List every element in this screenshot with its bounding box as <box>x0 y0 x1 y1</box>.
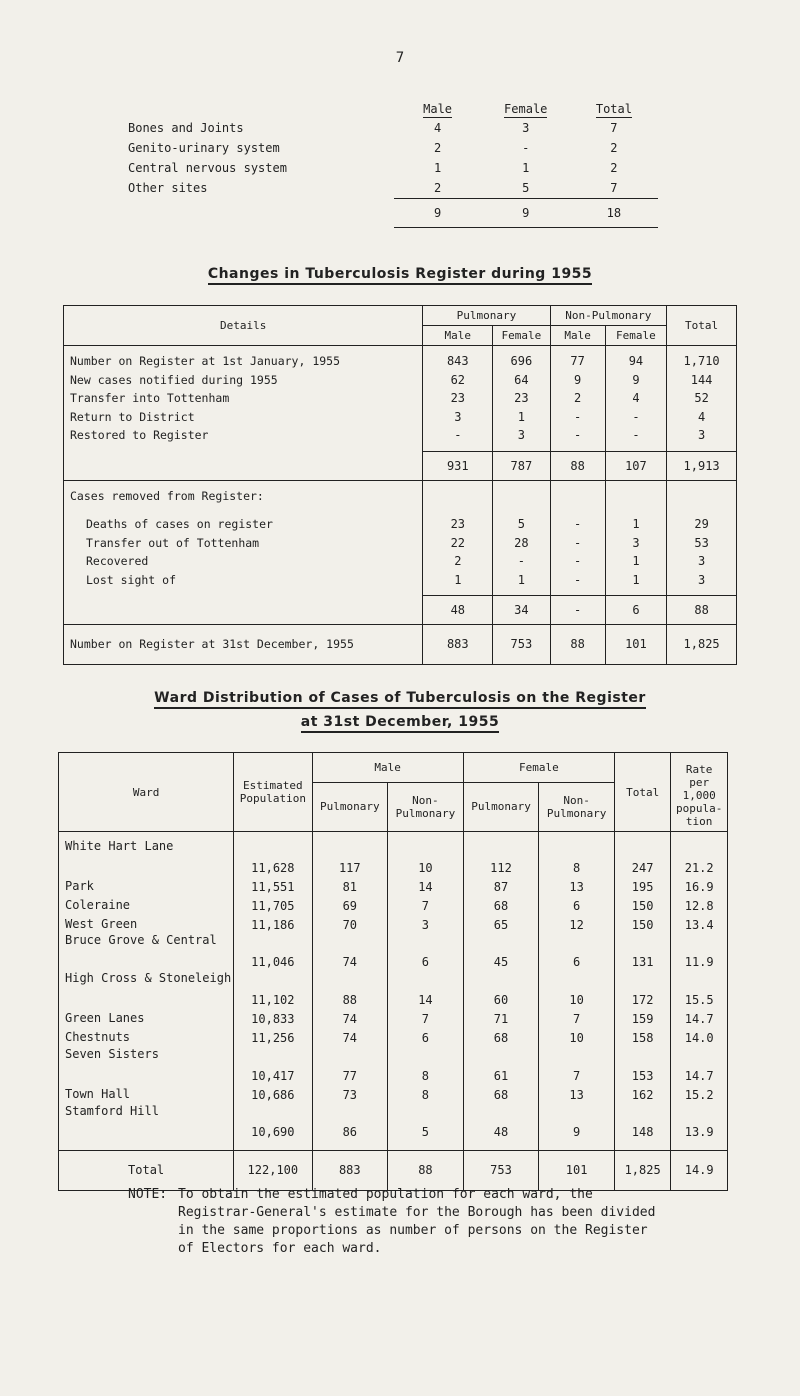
ward-title-line2: at 31st December, 1955 <box>0 714 800 730</box>
ward-value: 112 <box>490 860 512 875</box>
summary-row-male: 2 <box>433 181 442 195</box>
summary-totals-female: 9 <box>482 199 570 228</box>
additions-row <box>64 346 737 452</box>
ward-value: 61 <box>493 1068 509 1083</box>
ward-value: 74 <box>342 955 358 970</box>
ward-totals-row <box>59 1151 728 1191</box>
ward-name: Town Hall <box>65 1086 131 1101</box>
summary-totals-blank <box>128 199 394 228</box>
ward-value: 10 <box>569 993 584 1008</box>
register-value: 3 <box>454 409 462 424</box>
register-value: 23 <box>450 391 466 405</box>
summary-row <box>128 118 658 138</box>
summary-row-female: 5 <box>522 181 530 195</box>
ward-value: 247 <box>631 860 654 875</box>
ward-value: 3 <box>421 917 430 932</box>
summary-row <box>128 178 658 199</box>
removals-pulm-female <box>493 480 550 596</box>
register-value: - <box>454 428 462 442</box>
register-line-label: Recovered <box>86 554 149 568</box>
ward-value: 11,186 <box>251 917 295 932</box>
summary-header-male: Male <box>423 102 453 116</box>
register-value: 28 <box>514 535 529 550</box>
ward-name: Bruce Grove & Central <box>65 933 217 948</box>
register-line-label: Transfer into Tottenham <box>70 391 230 405</box>
ward-value: 14 <box>418 879 433 894</box>
additions-pulm-female <box>493 346 550 452</box>
ward-value: 153 <box>631 1068 654 1083</box>
summary-row-total: 2 <box>610 141 618 155</box>
register-value: - <box>632 428 640 442</box>
ward-totals-label: Total <box>59 1151 234 1191</box>
summary-row-male: 4 <box>433 121 442 135</box>
register-value: - <box>573 535 582 550</box>
ward-value: 195 <box>631 879 654 894</box>
ward-value: 13.9 <box>684 1125 714 1140</box>
summary-header-female: Female <box>504 102 548 116</box>
ward-header-male: Male <box>312 753 463 783</box>
ward-totals-male-non-pulmonary: 88 <box>388 1151 464 1191</box>
page-number: 7 <box>395 50 405 66</box>
ward-totals-total: 1,825 <box>614 1151 670 1191</box>
ward-header-female-non-pulmonary: Non- Pulmonary <box>539 782 615 831</box>
additions-details <box>64 346 423 481</box>
end-value: 101 <box>605 625 666 665</box>
register-title: Changes in Tuberculosis Register during 1955 <box>0 266 800 282</box>
ward-value: 162 <box>631 1087 654 1102</box>
ward-header-female: Female <box>463 753 614 783</box>
end-of-year-label: Number on Register at 31st December, 1955 <box>64 625 423 665</box>
end-value: 88 <box>550 625 605 665</box>
ward-value: 7 <box>573 1012 581 1027</box>
subtotal-value: 787 <box>493 451 550 480</box>
summary-row-label: Genito-urinary system <box>128 141 280 155</box>
summary-row-total: 7 <box>610 121 618 135</box>
removals-total <box>667 480 737 596</box>
subtotal-value: 107 <box>605 451 666 480</box>
ward-name: Green Lanes <box>65 1011 145 1026</box>
ward-name: High Cross & Stoneleigh <box>65 971 232 986</box>
summary-row <box>128 138 658 158</box>
header-non-pulmonary: Non-Pulmonary <box>550 306 667 326</box>
register-value: 1,710 <box>683 354 720 368</box>
ward-header-male-non-pulmonary: Non- Pulmonary <box>388 782 464 831</box>
ward-value: 10,833 <box>251 1012 295 1027</box>
summary-row <box>128 158 658 178</box>
ward-rate-column <box>671 832 728 1151</box>
ward-name: West Green <box>65 916 138 931</box>
summary-row-label: Bones and Joints <box>128 121 244 135</box>
ward-value: 74 <box>342 1012 358 1027</box>
register-line-label: New cases notified during 1955 <box>70 372 278 387</box>
register-value: - <box>573 409 582 424</box>
ward-value: 14.0 <box>684 1030 714 1045</box>
ward-value: 48 <box>493 1125 509 1140</box>
summary-row-total: 2 <box>610 161 618 175</box>
ward-value: 14 <box>418 993 433 1008</box>
summary-totals-row <box>128 199 658 228</box>
register-value: 843 <box>446 354 469 368</box>
ward-value: 68 <box>493 1087 509 1102</box>
register-value: 64 <box>514 372 529 387</box>
ward-value: 60 <box>493 993 509 1008</box>
ward-value: 86 <box>342 1125 358 1140</box>
summary-row-label: Other sites <box>128 181 208 196</box>
ward-name: Park <box>65 878 94 893</box>
ward-female-nonpulmonary-column <box>539 832 615 1151</box>
ward-value: 7 <box>421 898 430 913</box>
ward-value: 10 <box>569 1030 584 1045</box>
summary-row-label: Central nervous system <box>128 161 287 175</box>
register-value: 9 <box>632 372 640 387</box>
ward-value: 159 <box>631 1012 654 1027</box>
subtotal-value: 88 <box>550 451 605 480</box>
ward-header-total: Total <box>614 753 670 832</box>
register-value: 62 <box>450 372 466 387</box>
ward-value: 65 <box>493 917 509 932</box>
register-value: 3 <box>697 554 706 568</box>
ward-value: 8 <box>421 1087 430 1102</box>
register-value: 4 <box>632 391 640 405</box>
register-value: - <box>573 517 582 531</box>
ward-name: White Hart Lane <box>65 839 174 853</box>
ward-value: 15.2 <box>684 1087 714 1102</box>
ward-totals-female-pulmonary: 753 <box>463 1151 539 1191</box>
ward-value: 71 <box>493 1012 509 1027</box>
register-header-row <box>64 306 737 326</box>
summary-row-female: 3 <box>522 121 530 135</box>
removals-nonpulm-female <box>605 480 666 596</box>
subtotal-value: 88 <box>667 596 737 625</box>
ward-table <box>58 752 728 1191</box>
ward-value: 7 <box>421 1012 430 1027</box>
ward-header-row <box>59 753 728 783</box>
subtotal-value: 1,913 <box>667 451 737 480</box>
header-nonpulm-female: Female <box>605 326 666 346</box>
register-line-label: Deaths of cases on register <box>86 517 273 531</box>
ward-value: 70 <box>342 917 358 932</box>
ward-value: 73 <box>342 1087 358 1102</box>
ward-value: 172 <box>631 993 654 1008</box>
ward-value: 16.9 <box>684 879 714 894</box>
ward-value: 13 <box>569 1087 584 1102</box>
ward-value: 77 <box>342 1068 358 1083</box>
removals-heading: Cases removed from Register: <box>70 488 264 503</box>
ward-value: 11,046 <box>251 955 295 970</box>
ward-name: Coleraine <box>65 897 131 912</box>
header-pulmonary: Pulmonary <box>423 306 550 326</box>
end-value: 1,825 <box>667 625 737 665</box>
register-line-label: Number on Register at 1st January, 1955 <box>70 354 341 368</box>
register-value: 4 <box>697 409 706 424</box>
summary-header-row <box>128 100 658 118</box>
ward-value: 10,690 <box>251 1125 295 1140</box>
note-text: To obtain the estimated population for each ward, the Registrar-General's estimate for the Borough has been divided in the same proportions as number of persons on the Register of Electors for each ward. <box>178 1187 656 1256</box>
ward-value: 5 <box>421 1125 430 1140</box>
register-value: 3 <box>697 572 706 587</box>
ward-value: 8 <box>573 860 581 875</box>
register-value: 1 <box>517 572 525 587</box>
register-value: 23 <box>450 517 466 531</box>
ward-value: 11,705 <box>251 898 295 913</box>
ward-value: 150 <box>631 917 654 932</box>
ward-value: 14.7 <box>684 1012 714 1027</box>
ward-value: 13.4 <box>684 917 714 932</box>
register-value: - <box>517 554 525 568</box>
ward-value: 74 <box>342 1030 358 1045</box>
register-value: 77 <box>570 354 585 368</box>
ward-male-nonpulmonary-column <box>388 832 464 1151</box>
ward-header-female-pulmonary: Pulmonary <box>463 782 539 831</box>
ward-body-row <box>59 832 728 1151</box>
additions-pulm-male <box>423 346 493 452</box>
ward-name: Chestnuts <box>65 1029 131 1044</box>
register-value: 5 <box>517 517 525 531</box>
register-value: 52 <box>694 391 709 405</box>
end-value: 753 <box>493 625 550 665</box>
ward-value: 12.8 <box>684 898 714 913</box>
ward-totals-female-non-pulmonary: 101 <box>539 1151 615 1191</box>
ward-value: 117 <box>338 860 361 875</box>
end-value: 883 <box>423 625 493 665</box>
ward-totals-rate: 14.9 <box>671 1151 728 1191</box>
register-value: 3 <box>632 535 640 550</box>
additions-nonpulm-female <box>605 346 666 452</box>
ward-header-population: Estimated Population <box>234 753 312 832</box>
register-value: 1 <box>517 409 525 424</box>
ward-value: 68 <box>493 898 509 913</box>
ward-value: 15.5 <box>684 993 714 1008</box>
ward-value: 6 <box>573 955 581 970</box>
register-value: 3 <box>697 428 706 442</box>
ward-names-column <box>59 832 234 1151</box>
ward-name: Stamford Hill <box>65 1103 159 1118</box>
ward-population-column <box>234 832 312 1151</box>
ward-value: 11,628 <box>251 860 295 875</box>
header-pulm-female: Female <box>493 326 550 346</box>
register-value: 3 <box>517 428 525 442</box>
register-line-label: Restored to Register <box>70 428 209 442</box>
register-line-label: Transfer out of Tottenham <box>86 535 260 550</box>
ward-totals-male-pulmonary: 883 <box>312 1151 388 1191</box>
register-value: 1 <box>632 572 640 587</box>
ward-value: 10 <box>418 860 433 875</box>
register-value: 2 <box>573 391 582 405</box>
ward-value: 150 <box>631 898 654 913</box>
ward-totals-population: 122,100 <box>234 1151 312 1191</box>
register-value: - <box>573 428 582 442</box>
ward-female-pulmonary-column <box>463 832 539 1151</box>
removals-nonpulm-male <box>550 480 605 596</box>
register-value: - <box>573 554 582 568</box>
register-value: 1 <box>632 554 640 568</box>
sites-summary-table <box>128 100 658 228</box>
ward-value: 8 <box>421 1068 430 1083</box>
ward-value: 131 <box>631 955 654 970</box>
summary-header-total: Total <box>595 102 632 116</box>
summary-row-male: 2 <box>433 141 442 155</box>
subtotal-value: 6 <box>605 596 666 625</box>
register-value: 23 <box>514 391 529 405</box>
ward-value: 10,417 <box>251 1068 295 1083</box>
ward-header-male-pulmonary: Pulmonary <box>312 782 388 831</box>
ward-value: 7 <box>573 1068 581 1083</box>
ward-value: 11,256 <box>251 1030 295 1045</box>
summary-row-male: 1 <box>433 161 442 175</box>
ward-value: 13 <box>569 879 584 894</box>
end-of-year-row <box>64 625 737 665</box>
footnote <box>128 1186 668 1258</box>
summary-header-blank <box>128 100 394 118</box>
register-value: 9 <box>573 372 582 387</box>
register-line-label: Return to District <box>70 409 195 424</box>
ward-value: 69 <box>342 898 358 913</box>
ward-value: 6 <box>573 898 581 913</box>
ward-value: 11.9 <box>684 955 714 970</box>
ward-male-pulmonary-column <box>312 832 388 1151</box>
register-value: 29 <box>694 517 709 531</box>
ward-value: 148 <box>631 1125 654 1140</box>
register-value: 22 <box>450 535 466 550</box>
ward-value: 6 <box>421 955 430 970</box>
removals-pulm-male <box>423 480 493 596</box>
removals-details <box>64 480 423 625</box>
ward-value: 158 <box>631 1030 654 1045</box>
ward-value: 11,551 <box>251 879 295 894</box>
register-value: 696 <box>510 354 533 368</box>
ward-value: 87 <box>493 879 509 894</box>
subtotal-value: 34 <box>493 596 550 625</box>
summary-totals-male: 9 <box>394 199 482 228</box>
summary-row-total: 7 <box>610 181 618 195</box>
register-value: 94 <box>628 354 644 368</box>
note-label: NOTE: <box>128 1187 168 1202</box>
header-pulm-male: Male <box>423 326 493 346</box>
header-total: Total <box>667 306 737 346</box>
ward-value: 14.7 <box>684 1068 714 1083</box>
register-value: 1 <box>454 572 462 587</box>
register-value: 53 <box>694 535 709 550</box>
ward-value: 9 <box>573 1125 581 1140</box>
summary-row-female: - <box>522 141 530 155</box>
ward-header-rate: Rate per 1,000 popula- tion <box>671 753 728 832</box>
ward-value: 45 <box>493 955 509 970</box>
register-value: - <box>573 572 582 587</box>
summary-totals-total: 18 <box>570 199 658 228</box>
register-value: 1 <box>632 517 640 531</box>
ward-value: 10,686 <box>251 1087 295 1102</box>
register-line-label: Lost sight of <box>86 572 177 587</box>
subtotal-value: 931 <box>423 451 493 480</box>
subtotal-value: 48 <box>423 596 493 625</box>
additions-total <box>667 346 737 452</box>
ward-name: Seven Sisters <box>65 1046 159 1061</box>
register-value: 2 <box>454 554 462 568</box>
header-details: Details <box>64 306 423 346</box>
register-value: 144 <box>690 372 713 387</box>
register-table <box>63 305 737 665</box>
summary-row-female: 1 <box>522 161 530 175</box>
register-value: - <box>632 409 640 424</box>
ward-value: 21.2 <box>684 860 714 875</box>
ward-value: 11,102 <box>251 993 295 1008</box>
header-nonpulm-male: Male <box>550 326 605 346</box>
ward-header-ward: Ward <box>59 753 234 832</box>
ward-total-column <box>614 832 670 1151</box>
subtotal-value: - <box>550 596 605 625</box>
ward-value: 88 <box>342 993 358 1008</box>
ward-value: 6 <box>421 1030 430 1045</box>
ward-value: 81 <box>342 879 358 894</box>
ward-title-line1: Ward Distribution of Cases of Tuberculosis on the Register <box>0 690 800 706</box>
ward-value: 12 <box>569 917 584 932</box>
removals-row <box>64 480 737 596</box>
ward-value: 68 <box>493 1030 509 1045</box>
additions-nonpulm-male <box>550 346 605 452</box>
